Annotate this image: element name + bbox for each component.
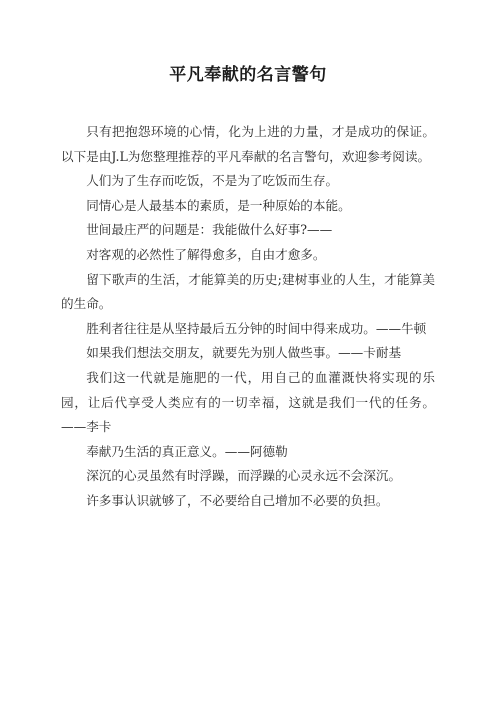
quote-paragraph: 同情心是人最基本的素质，是一种原始的本能。: [86, 197, 351, 213]
document-title: 平凡奉献的名言警句: [169, 65, 327, 85]
quote-paragraph: 许多事认识就够了，不必要给自己增加不必要的负担。: [86, 492, 389, 508]
quote-paragraph: 我们这一代就是施肥的一代，用自己的血灌溉快将实现的乐园，让后代享受人类应有的一切幸福，这就是我们一代的任务。——李卡: [61, 369, 435, 435]
quote-paragraph: 世间最庄严的问题是：我能做什么好事?——: [86, 222, 333, 238]
quote-paragraph: 深沉的心灵虽然有时浮躁，而浮躁的心灵永远不会深沉。: [86, 468, 402, 484]
quote-paragraph: 人们为了生存而吃饭，不是为了吃饭而生存。: [86, 173, 339, 189]
quote-paragraph: 如果我们想法交朋友，就要先为别人做些事。——卡耐基: [86, 345, 402, 361]
document-body: [61, 120, 435, 514]
quote-paragraph: 胜利者往往是从坚持最后五分钟的时间中得来成功。——牛顿: [86, 320, 427, 336]
quote-paragraph: 奉献乃生活的真正意义。——阿德勒: [86, 443, 288, 459]
quote-paragraph: 对客观的必然性了解得愈多，自由才愈多。: [86, 246, 326, 262]
paragraph-intro: 只有把抱怨环境的心情，化为上进的力量，才是成功的保证。以下是由J.L为您整理推荐的平凡奉献的名言警句，欢迎参考阅读。: [61, 124, 435, 164]
quote-paragraph: 留下歌声的生活，才能算美的历史;建树事业的人生，才能算美的生命。: [61, 271, 435, 312]
